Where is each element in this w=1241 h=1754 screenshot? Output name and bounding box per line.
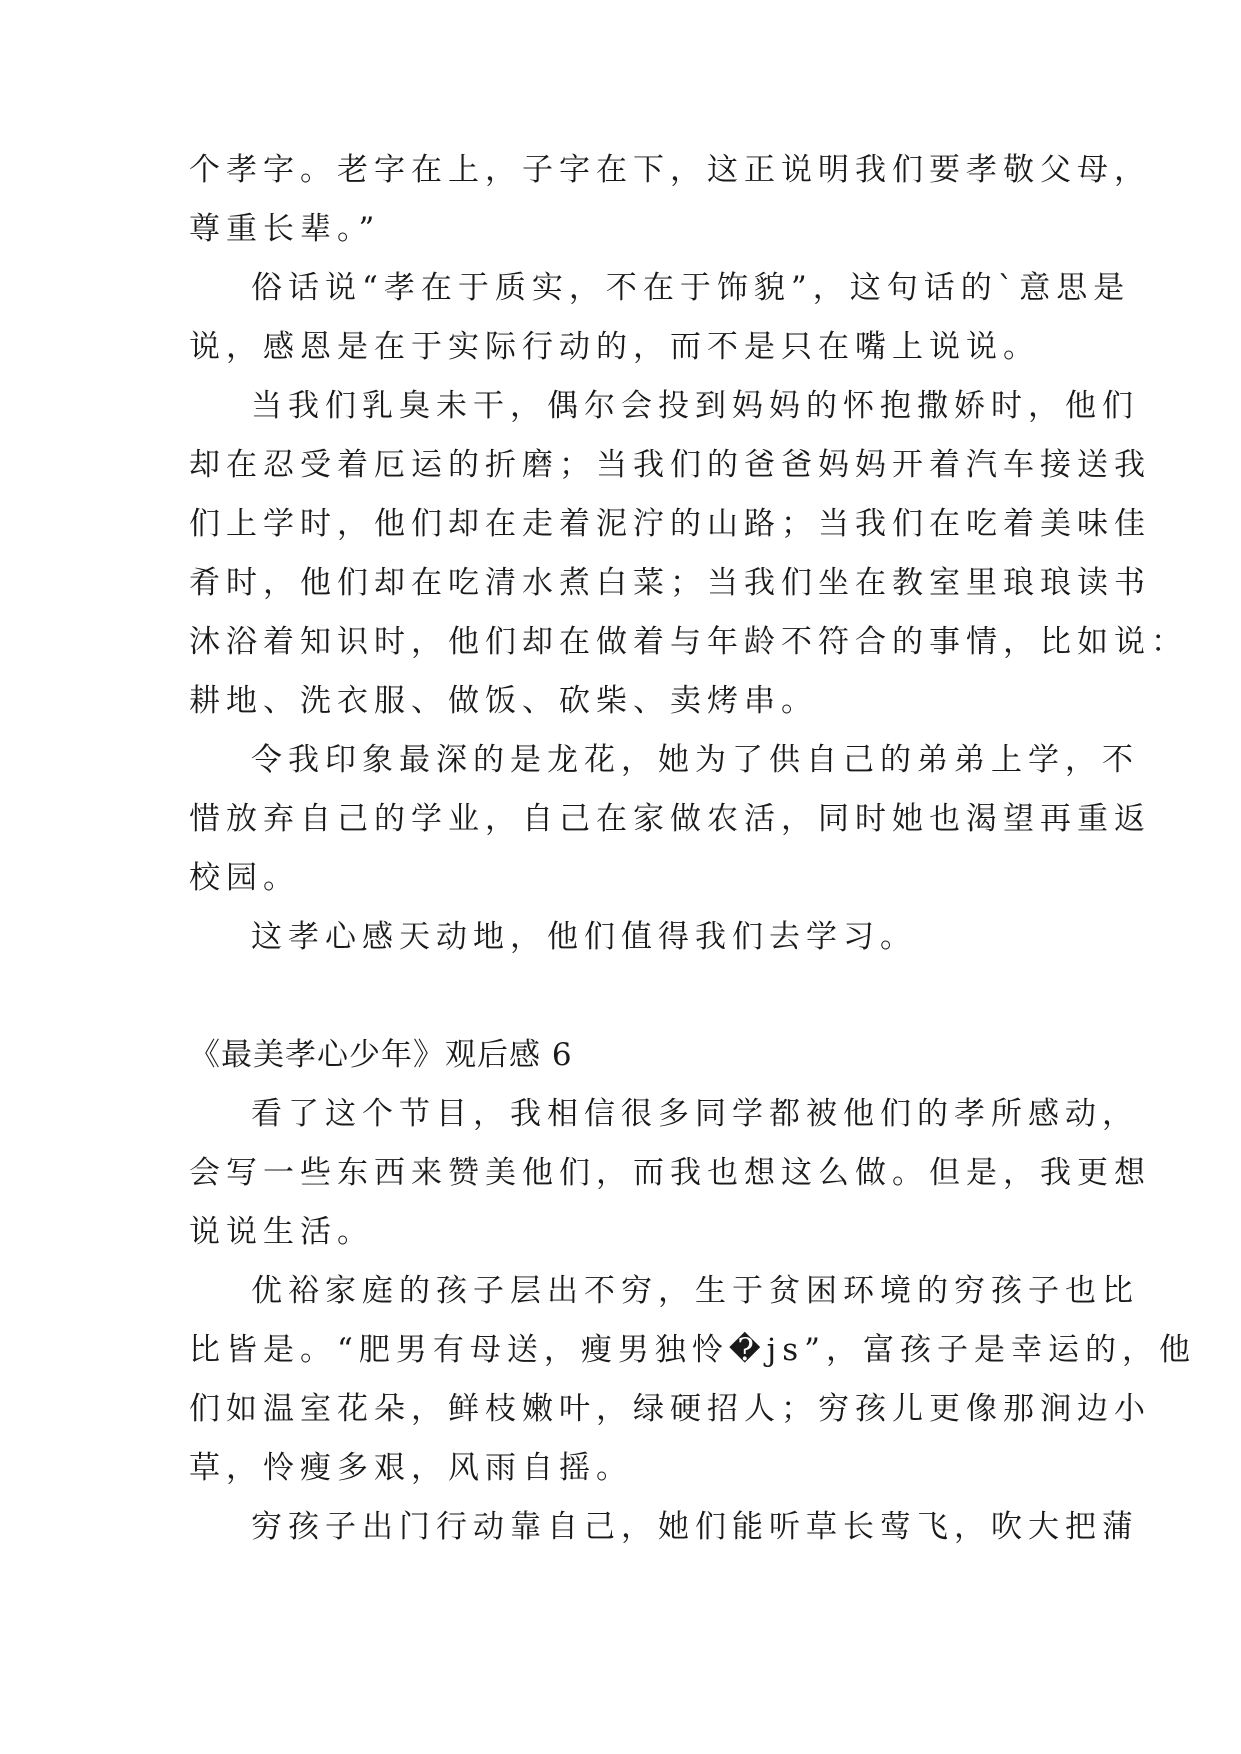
paragraph-line: 耕地、洗衣服、做饭、砍柴、卖烤串。 xyxy=(189,683,818,719)
paragraph-line: 令我印象最深的是龙花，她为了供自己的弟弟上学，不 xyxy=(251,742,1139,778)
paragraph-line: 穷孩子出门行动靠自己，她们能听草长莺飞，吹大把蒲 xyxy=(251,1509,1139,1545)
paragraph-line: 草，怜瘦多艰，风雨自摇。 xyxy=(189,1450,633,1486)
paragraph-line: 们上学时，他们却在走着泥泞的山路；当我们在吃着美味佳 xyxy=(189,506,1151,542)
paragraph-line: 沐浴着知识时，他们却在做着与年龄不符合的事情，比如说： xyxy=(189,624,1188,660)
section-heading: 《最美孝心少年》观后感 6 xyxy=(189,1037,573,1073)
paragraph-line: 当我们乳臭未干，偶尔会投到妈妈的怀抱撒娇时，他们 xyxy=(251,388,1139,424)
paragraph-line: 校园。 xyxy=(189,860,300,896)
paragraph-line: 优裕家庭的孩子层出不穷，生于贫困环境的穷孩子也比 xyxy=(251,1273,1139,1309)
paragraph-line: 看了这个节目，我相信很多同学都被他们的孝所感动， xyxy=(251,1096,1139,1132)
paragraph-line: 个孝字。老字在上，子字在下，这正说明我们要孝敬父母， xyxy=(189,152,1151,188)
paragraph-line: 会写一些东西来赞美他们，而我也想这么做。但是，我更想 xyxy=(189,1155,1151,1191)
paragraph-line: 惜放弃自己的学业，自己在家做农活，同时她也渴望再重返 xyxy=(189,801,1151,837)
paragraph-line: 肴时，他们却在吃清水煮白菜；当我们坐在教室里琅琅读书 xyxy=(189,565,1151,601)
paragraph-line: 俗话说“孝在于质实，不在于饰貌”，这句话的`意思是 xyxy=(251,270,1131,306)
paragraph-line: 尊重长辈。” xyxy=(189,211,381,247)
paragraph-line: 们如温室花朵，鲜枝嫩叶，绿硬招人；穷孩儿更像那涧边小 xyxy=(189,1391,1151,1427)
paragraph-line: 这孝心感天动地，他们值得我们去学习。 xyxy=(251,919,917,955)
paragraph-line: 说，感恩是在于实际行动的，而不是只在嘴上说说。 xyxy=(189,329,1040,365)
paragraph-line: 却在忍受着厄运的折磨；当我们的爸爸妈妈开着汽车接送我 xyxy=(189,447,1151,483)
paragraph-line: 比皆是。“肥男有母送，瘦男独怜�js”，富孩子是幸运的，他 xyxy=(189,1332,1197,1368)
paragraph-line: 说说生活。 xyxy=(189,1214,374,1250)
